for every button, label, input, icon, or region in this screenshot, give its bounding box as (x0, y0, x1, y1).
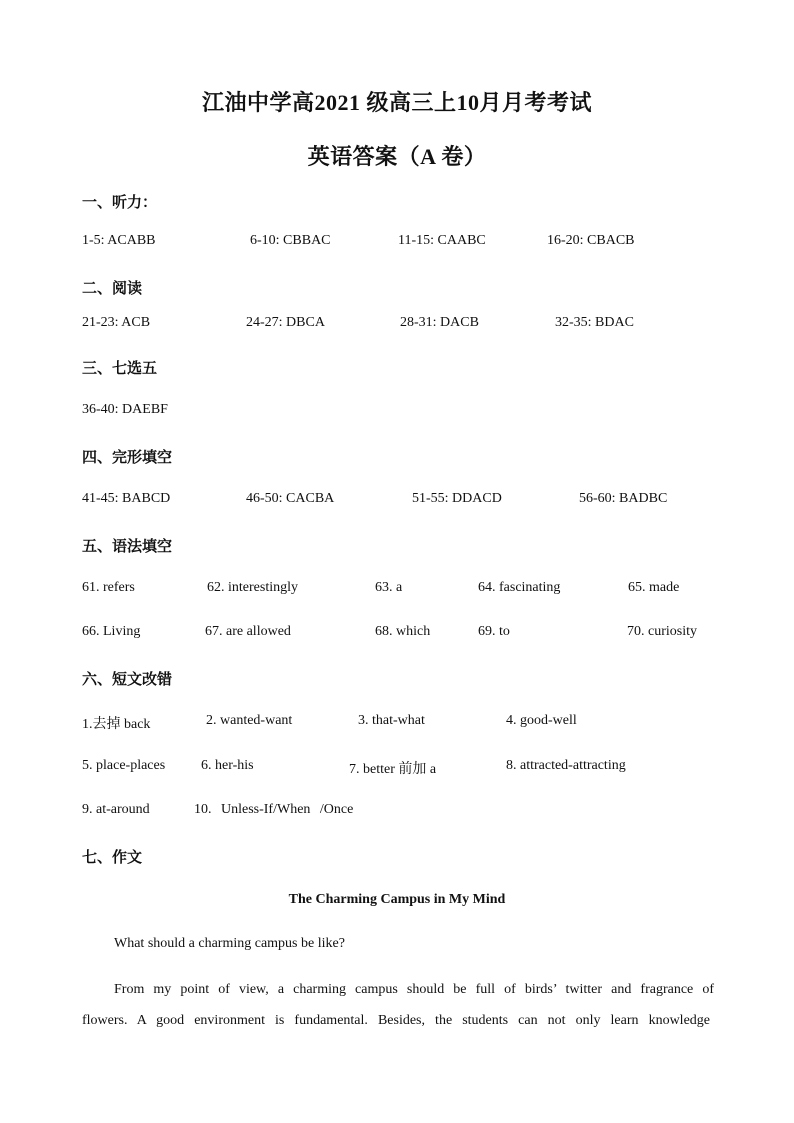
answer-group: 11-15: CAABC (398, 233, 486, 248)
correction-item: 6. her-his (201, 758, 254, 773)
section-heading-error-correction: 六、短文改错 (82, 672, 173, 688)
essay-paragraph-2-line-2: flowers. A good environment is fundamental. Besides, the students can not only learn knowledge (82, 1013, 710, 1028)
answer-group: 56-60: BADBC (579, 491, 668, 506)
answer-group: 32-35: BDAC (555, 315, 634, 330)
answer-item: 64. fascinating (478, 580, 561, 595)
section-heading-writing: 七、作文 (82, 850, 143, 866)
essay-paragraph-2-line-1: From my point of view, a charming campus should be full of birds’ twitter and fragrance of (114, 982, 714, 997)
answer-group: 6-10: CBBAC (250, 233, 331, 248)
correction-item: 4. good-well (506, 713, 577, 728)
answer-item: 70. curiosity (627, 624, 697, 639)
answer-group: 46-50: CACBA (246, 491, 335, 506)
answer-item: 65. made (628, 580, 680, 595)
answer-item: 61. refers (82, 580, 135, 595)
answer-group: 36-40: DAEBF (82, 402, 168, 417)
answer-group: 28-31: DACB (400, 315, 479, 330)
section-heading-seven-choose-five: 三、七选五 (82, 361, 158, 377)
correction-item: 2. wanted-want (206, 713, 293, 728)
answer-group: 41-45: BABCD (82, 491, 171, 506)
answer-row (0, 580, 794, 600)
answer-group: 51-55: DDACD (412, 491, 502, 506)
correction-item: 8. attracted-attracting (506, 758, 626, 773)
answer-row (0, 402, 794, 422)
answer-group: 24-27: DBCA (246, 315, 325, 330)
answer-row (0, 713, 794, 733)
section-heading-cloze: 四、完形填空 (82, 450, 173, 466)
answer-item: 66. Living (82, 624, 141, 639)
correction-item: 3. that-what (358, 713, 425, 728)
answer-row (0, 315, 794, 335)
answer-row (0, 233, 794, 253)
correction-item: 7. better 前加 a (349, 762, 437, 777)
answer-item: 69. to (478, 624, 510, 639)
answer-item: 62. interestingly (207, 580, 298, 595)
answer-row (0, 758, 794, 778)
answer-group: 16-20: CBACB (547, 233, 635, 248)
page-title: 江油中学高2021 级高三上10月月考考试 (201, 90, 592, 115)
correction-item: 9. at-around (82, 802, 150, 817)
correction-item: 5. place-places (82, 758, 166, 773)
answer-item: 68. which (375, 624, 431, 639)
section-heading-listening: 一、听力： (82, 195, 158, 211)
answer-item: 63. a (375, 580, 403, 595)
answer-item: 67. are allowed (205, 624, 291, 639)
answer-group: 21-23: ACB (82, 315, 151, 330)
answer-row (0, 802, 794, 822)
correction-item: 1.去掉 back (82, 717, 151, 732)
essay-paragraph-1: What should a charming campus be like? (114, 936, 345, 951)
section-heading-reading: 二、阅读 (82, 281, 143, 297)
answer-row (0, 491, 794, 511)
answer-group: 1-5: ACABB (82, 233, 156, 248)
correction-item: 10. Unless-If/When /Once (194, 802, 354, 817)
essay-title: The Charming Campus in My Mind (288, 892, 506, 907)
section-heading-grammar-fill: 五、语法填空 (82, 539, 173, 555)
answer-row (0, 624, 794, 644)
page-subtitle: 英语答案（A 卷） (307, 144, 487, 169)
